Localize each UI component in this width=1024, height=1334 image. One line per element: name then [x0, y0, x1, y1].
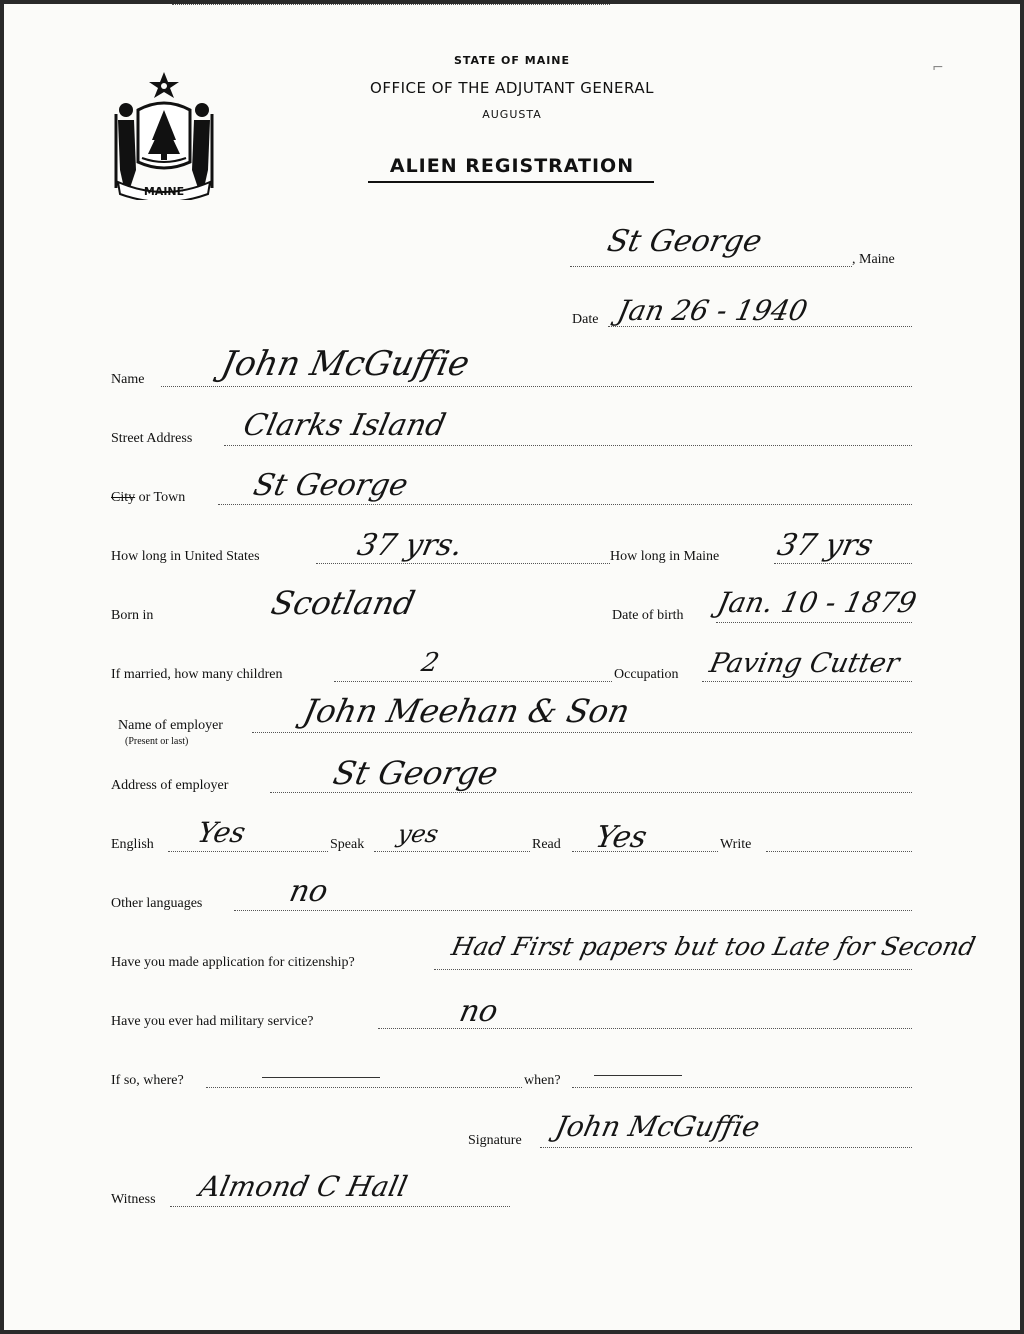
seal-text: MAINE: [143, 185, 185, 198]
employer-sublabel: (Present or last): [125, 736, 189, 747]
how-long-maine-label: How long in Maine: [610, 549, 720, 564]
street-value: Clarks Island: [240, 408, 449, 443]
place-suffix: , Maine: [852, 252, 895, 267]
citizenship-line: [434, 969, 912, 970]
speak-label: Speak: [330, 837, 365, 852]
street-line: [224, 445, 912, 446]
occupation-label: Occupation: [614, 667, 679, 682]
employer-value: John Meehan & Son: [299, 692, 634, 730]
how-long-us-line: [316, 563, 610, 564]
english-line: [168, 851, 328, 852]
witness-value: Almond C Hall: [196, 1170, 411, 1203]
date-label: Date: [572, 312, 599, 327]
state-of-maine-seal-icon: [108, 70, 220, 200]
town-label: [111, 490, 185, 506]
children-value: 2: [418, 648, 442, 678]
form-title: ALIEN REGISTRATION: [389, 155, 635, 177]
when-label: when?: [524, 1073, 561, 1088]
how-long-us-label: How long in United States: [111, 549, 260, 564]
write-line: [766, 851, 912, 852]
citizenship-value: Had First papers but too Late for Second: [448, 932, 979, 961]
town-label-struck: City: [111, 490, 136, 505]
header-state: STATE OF MAINE: [453, 54, 571, 67]
employer-address-value: St George: [329, 754, 502, 792]
other-languages-line: [234, 910, 912, 911]
other-languages-label: Other languages: [111, 896, 203, 911]
other-languages-value: no: [286, 874, 332, 909]
name-value: John McGuffie: [217, 344, 473, 384]
name-line: [161, 386, 912, 387]
english-value: Yes: [194, 816, 249, 849]
town-value: St George: [250, 468, 411, 503]
date-of-birth-line: [716, 622, 912, 623]
header-office: OFFICE OF THE ADJUTANT GENERAL: [370, 79, 654, 97]
occupation-line: [702, 681, 912, 682]
how-long-us-value: 37 yrs.: [354, 528, 466, 563]
witness-line: [170, 1206, 510, 1207]
date-of-birth-label: Date of birth: [612, 608, 684, 623]
write-label: Write: [720, 837, 752, 852]
title-underline: [368, 181, 654, 183]
born-in-value: Scotland: [267, 584, 419, 622]
name-label: Name: [111, 372, 145, 387]
children-line: [334, 681, 612, 682]
corner-mark: ⌐: [932, 60, 944, 76]
place-value: St George: [604, 224, 765, 259]
form-page: [4, 4, 1020, 1330]
how-long-maine-line: [774, 563, 912, 564]
witness-label: Witness: [111, 1192, 156, 1207]
street-label: Street Address: [111, 431, 193, 446]
how-long-maine-value: 37 yrs: [774, 528, 877, 563]
town-line: [218, 504, 912, 505]
town-label-text: or Town: [135, 490, 186, 505]
signature-label: Signature: [468, 1133, 522, 1148]
occupation-value: Paving Cutter: [706, 648, 903, 679]
employer-label: Name of employer: [118, 718, 223, 733]
employer-address-line: [270, 792, 912, 793]
when-dash: [594, 1075, 682, 1076]
english-label: English: [111, 837, 154, 852]
employer-line: [252, 732, 912, 733]
born-in-label: Born in: [111, 608, 154, 623]
children-label: If married, how many children: [111, 667, 283, 682]
employer-address-label: Address of employer: [111, 778, 229, 793]
where-line: [206, 1087, 522, 1088]
citizenship-label: Have you made application for citizenship?: [111, 955, 355, 970]
read-label: Read: [532, 837, 561, 852]
date-value: Jan 26 - 1940: [614, 294, 811, 327]
date-of-birth-value: Jan. 10 - 1879: [714, 586, 920, 619]
read-value: Yes: [592, 820, 651, 855]
where-dash: [262, 1077, 380, 1078]
born-in-line: [172, 4, 610, 5]
military-label: Have you ever had military service?: [111, 1014, 314, 1029]
signature-line: [540, 1147, 912, 1148]
place-line: [570, 266, 852, 267]
where-label: If so, where?: [111, 1073, 184, 1088]
speak-line: [374, 851, 530, 852]
signature-value: John McGuffie: [552, 1110, 763, 1143]
speak-value: yes: [395, 820, 442, 848]
military-value: no: [456, 994, 502, 1029]
when-line: [572, 1087, 912, 1088]
header-city: AUGUSTA: [482, 108, 542, 121]
